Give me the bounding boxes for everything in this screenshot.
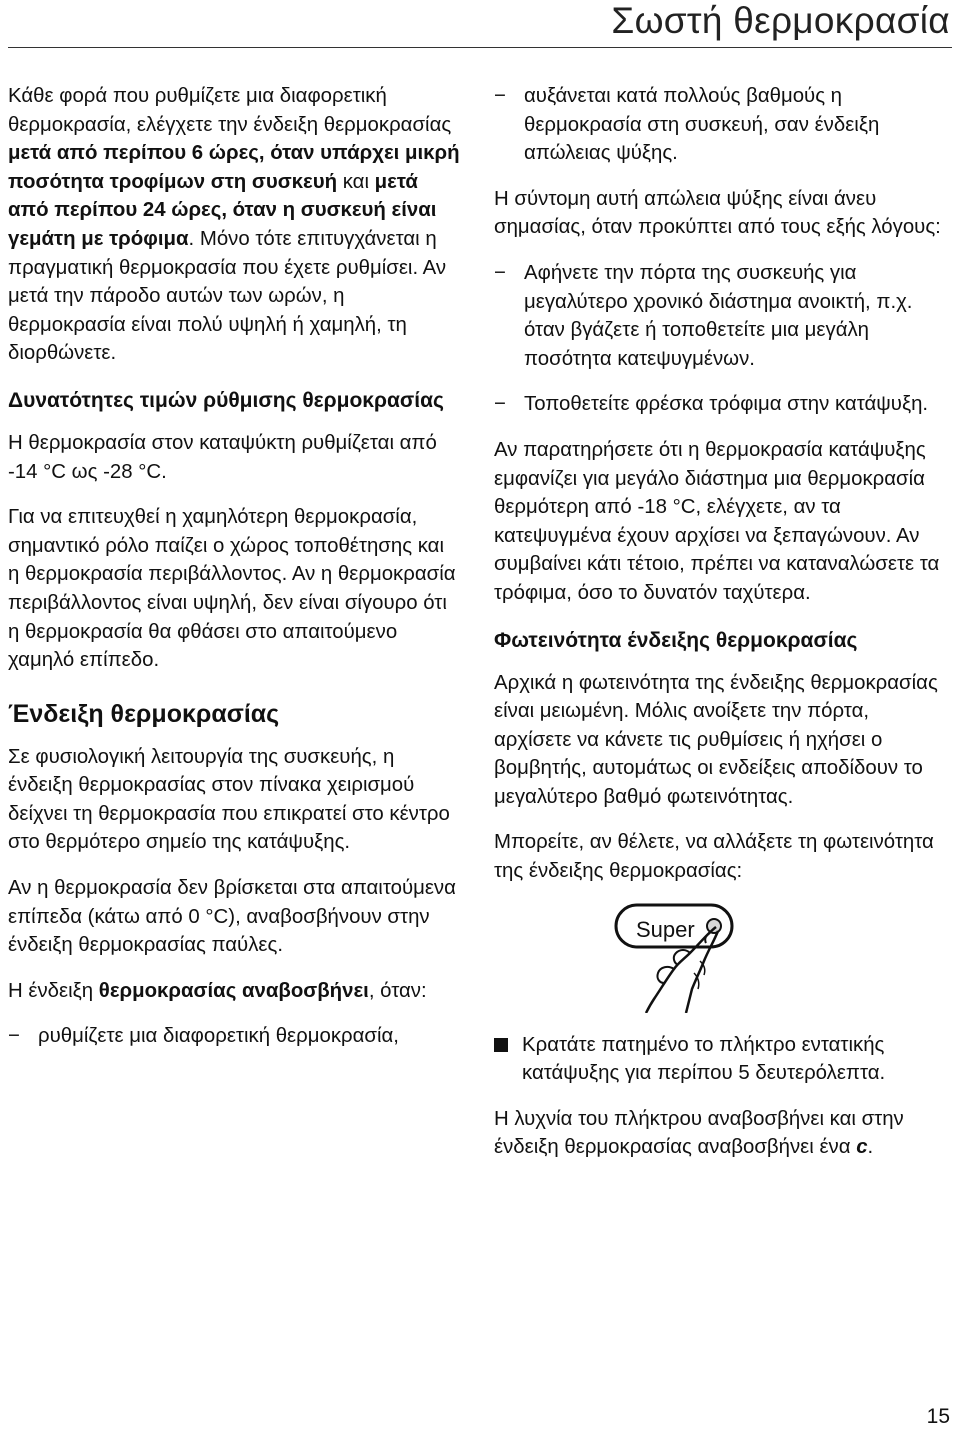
square-bullet-icon (494, 1038, 508, 1052)
list-item: − Αφήνετε την πόρτα της συσκευής για μεγαλύτερο χρονικό διάστημα ανοικτή, π.χ. όταν βγάζετε ή τοποθετείτε μια μεγάλη ποσότητα κατεψυγμένων. (494, 259, 950, 373)
dash-bullet: − (494, 261, 506, 284)
right-column (494, 82, 950, 1179)
list-item: − αυξάνεται κατά πολλούς βαθμούς η θερμοκρασία στη συσκευή, σαν ένδειξη απώλειας ψύξης. (494, 82, 950, 168)
short-loss-paragraph: Η σύντομη αυτή απώλεια ψύξης είναι άνευ σημασίας, όταν προκύπτει από τους εξής λόγους: (494, 187, 941, 239)
page-title: Σωστή θερμοκρασία (611, 0, 950, 41)
intro-paragraph: Κάθε φορά που ρυθμίζετε μια διαφορετική θερμοκρασία, ελέγχετε την ένδειξη θερμοκρασίας μετά από περίπου 6 ώρες, όταν υπάρχει μικρή ποσότητα τροφίμων στη συσκευή και μετά από περίπου 24 ώρες, όταν η συσκευή είναι γεμάτη με τρόφιμα. Μόνο τότε επιτυγχάνεται η πραγματική θερμοκρασία που έχετε ρυθμίσει. Αν μετά την πάροδο αυτών των ωρών, η θερμοκρασία είναι πολύ υψηλή ή χαμηλή, τη διορθώνετε. (8, 85, 460, 365)
dash-bullet: − (494, 85, 506, 107)
step-item: Κρατάτε πατημένο το πλήκτρο εντατικής κατάψυξης για περίπου 5 δευτερόλεπτα. (494, 1031, 950, 1088)
page-number: 15 (926, 1405, 950, 1428)
display-symbol: c (856, 1136, 868, 1159)
normal-operation-paragraph: Σε φυσιολογική λειτουργία της συσκευής, η ένδειξη θερμοκρασίας στον πίνακα χειρισμού δείχνει τη θερμοκρασία που επικρατεί στο κέντρο στο θερμότερο σημείο της κατάψυξης. (8, 745, 450, 854)
title-divider (8, 47, 952, 48)
dashes-paragraph: Αν η θερμοκρασία δεν βρίσκεται στα απαιτούμενα επίπεδα (κάτω από 0 °C), αναβοσβήνουν στην ένδειξη θερμοκρασίας παύλες. (8, 877, 456, 957)
left-column (8, 82, 460, 1068)
dash-bullet: − (8, 1025, 20, 1048)
super-button-illustration (494, 903, 950, 1013)
brightness-heading: Φωτεινότητα ένδειξης θερμοκρασίας (494, 628, 858, 652)
range-heading: Δυνατότητες τιμών ρύθμισης θερμοκρασίας (8, 388, 444, 412)
dash-bullet: − (494, 393, 506, 416)
final-paragraph: Η λυχνία του πλήκτρου αναβοσβήνει και στην ένδειξη θερμοκρασίας αναβοσβήνει ένα c. (494, 1107, 904, 1159)
list-item: − ρυθμίζετε μια διαφορετική θερμοκρασία, (8, 1022, 460, 1051)
super-button-label: Super (636, 916, 695, 942)
change-brightness-paragraph: Μπορείτε, αν θέλετε, να αλλάξετε τη φωτεινότητα της ένδειξης θερμοκρασίας: (494, 831, 934, 883)
list-item: − Τοποθετείτε φρέσκα τρόφιμα στην κατάψυξη. (494, 390, 950, 419)
warm-freezer-paragraph: Αν παρατηρήσετε ότι η θερμοκρασία κατάψυξης εμφανίζει για μεγάλο διάστημα μια θερμοκρασία θερμότερη από -18 °C, ελέγχετε, αν τα κατεψυγμένα έχουν αρχίσει να ξεπαγώνουν. Αν συμβαίνει κάτι τέτοιο, πρέπει να καταναλώσετε τα τρόφιμα, όσο το δυνατόν ταχύτερα. (494, 438, 940, 604)
range-paragraph: Η θερμοκρασία στον καταψύκτη ρυθμίζεται από -14 °C ως -28 °C. (8, 431, 437, 483)
brightness-paragraph: Αρχικά η φωτεινότητα της ένδειξης θερμοκρασίας είναι μειωμένη. Μόλις ανοίξετε την πόρτα, αρχίσετε να κάνετε τις ρυθμίσεις ή ηχήσει ο βομβητής, αυτομάτως οι ενδείξεις αποδίδουν το μεγαλύτερο βαθμό φωτεινότητας. (494, 671, 938, 808)
display-heading: Ένδειξη θερμοκρασίας (8, 699, 280, 728)
lower-temp-paragraph: Για να επιτευχθεί η χαμηλότερη θερμοκρασία, σημαντικό ρόλο παίζει ο χώρος τοποθέτησης και η θερμοκρασία περιβάλλοντος. Αν η θερμοκρασία περιβάλλοντος είναι υψηλή, δεν είναι σίγουρο ότι η θερμοκρασία θα φθάσει στο απαιτούμενο χαμηλό επίπεδο. (8, 506, 456, 672)
blink-paragraph: Η ένδειξη θερμοκρασίας αναβοσβήνει, όταν: (8, 979, 427, 1002)
